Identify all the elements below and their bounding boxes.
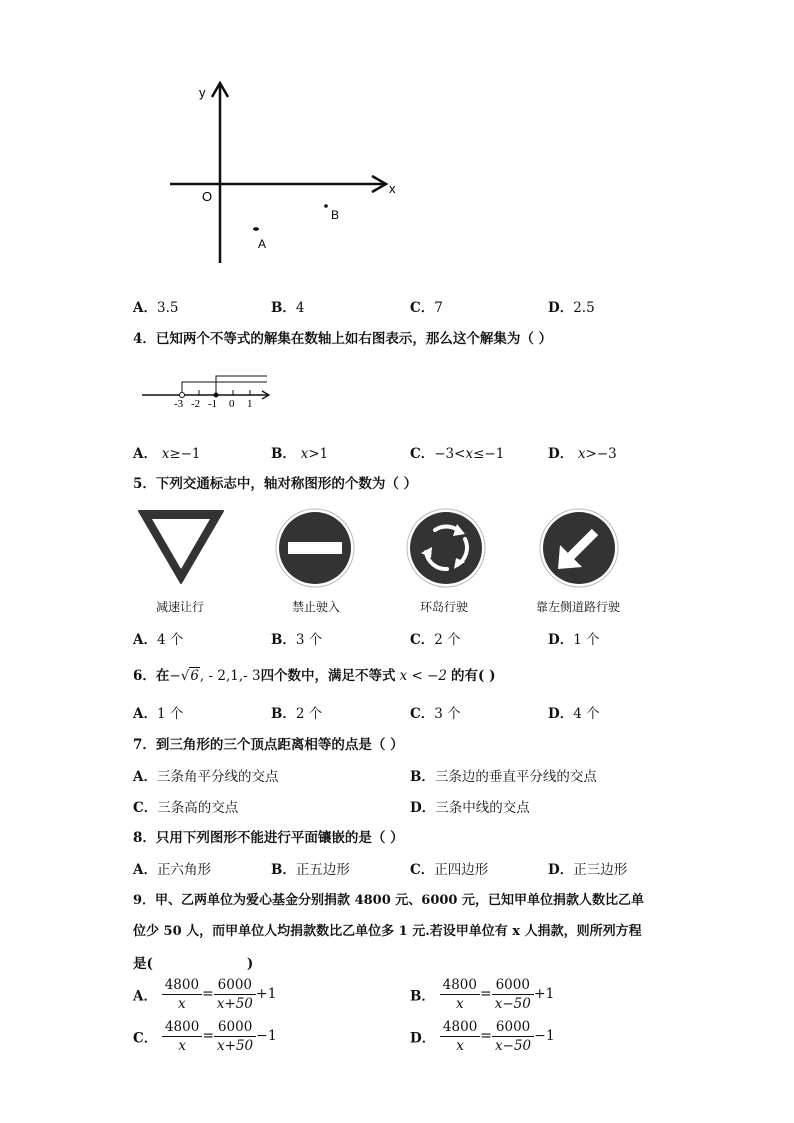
q4-option-a[interactable]: A． x≥−1 xyxy=(133,446,201,462)
q5-option-a[interactable]: A．4 个 xyxy=(133,632,184,648)
q9-option-b[interactable]: B． $\frac{4800}{x}$ = $\frac{6000}{x-50}$ +1 xyxy=(410,977,555,1012)
q3-option-c[interactable]: C．7 xyxy=(410,300,443,316)
q6-option-b[interactable]: B．2 个 xyxy=(271,706,323,722)
q6-text: 6．在−√6, - 2,1,- 3四个数中，满足不等式 x < −2 的有( ) xyxy=(133,668,496,684)
q7-option-a[interactable]: A．三条角平分线的交点 xyxy=(133,769,279,785)
x-axis-label: x xyxy=(389,181,396,196)
q9-line-2: 位少 50 人，而甲单位人均捐款数比乙单位多 1 元.若设甲单位有 x 人捐款，则所列方程 xyxy=(133,924,642,939)
q9-line-3: 是( ) xyxy=(133,956,254,972)
q9-option-c[interactable]: C． $\frac{4800}{x}$ = $\frac{6000}{x+50}$ −1 xyxy=(133,1019,277,1054)
q8-option-c[interactable]: C．正四边形 xyxy=(410,862,489,878)
q7-option-d[interactable]: D．三条中线的交点 xyxy=(410,800,530,816)
q8-option-d[interactable]: D．正三边形 xyxy=(548,862,628,878)
q7-option-c[interactable]: C．三条高的交点 xyxy=(133,800,239,816)
keep-left-sign xyxy=(538,507,620,589)
q6-option-d[interactable]: D．4 个 xyxy=(548,706,600,722)
q5-text: 5．下列交通标志中，轴对称图形的个数为（ ） xyxy=(133,476,418,492)
q7-option-b[interactable]: B．三条边的垂直平分线的交点 xyxy=(410,769,597,785)
q5-option-b[interactable]: B．3 个 xyxy=(271,632,323,648)
sign-label-keep-left: 靠左侧道路行驶 xyxy=(535,600,620,614)
point-b xyxy=(324,204,328,208)
q8-option-a[interactable]: A．正六角形 xyxy=(133,862,211,878)
q4-option-c[interactable]: C．−3<x≤−1 xyxy=(410,446,505,462)
number-line-figure xyxy=(140,370,275,410)
point-a-label: A xyxy=(258,237,267,251)
q6-option-c[interactable]: C．3 个 xyxy=(410,706,461,722)
q8-option-b[interactable]: B．正五边形 xyxy=(271,862,350,878)
point-a xyxy=(253,227,259,231)
q8-text: 8．只用下列图形不能进行平面镶嵌的是（ ） xyxy=(133,830,404,846)
q9-option-a[interactable]: A． $\frac{4800}{x}$ = $\frac{6000}{x+50}$ +1 xyxy=(133,977,277,1012)
no-entry-sign xyxy=(274,507,356,589)
q7-text: 7．到三角形的三个顶点距离相等的点是（ ） xyxy=(133,737,404,753)
q3-option-a[interactable]: A．3.5 xyxy=(133,300,179,316)
q3-option-d[interactable]: D．2.5 xyxy=(548,300,595,316)
q5-option-c[interactable]: C．2 个 xyxy=(410,632,461,648)
tick-label: -2 xyxy=(191,398,201,410)
tick-label: -1 xyxy=(208,398,218,410)
q4-option-b[interactable]: B． x>1 xyxy=(271,446,329,462)
q5-option-d[interactable]: D．1 个 xyxy=(548,632,600,648)
tick-label: 1 xyxy=(247,398,253,410)
yield-sign xyxy=(135,507,227,587)
sign-label-yield: 减速让行 xyxy=(155,600,204,614)
q9-line-1: 9．甲、乙两单位为爱心基金分别捐款 4800 元、6000 元，已知甲单位捐款人数比乙单 xyxy=(133,893,644,908)
tick-label: -3 xyxy=(174,398,184,410)
q3-option-b[interactable]: B．4 xyxy=(271,300,305,316)
coordinate-figure xyxy=(160,75,410,275)
sign-label-no-entry: 禁止驶入 xyxy=(291,600,340,614)
origin-label: O xyxy=(202,189,213,204)
sign-label-roundabout: 环岛行驶 xyxy=(419,600,468,614)
point-b-label: B xyxy=(331,208,340,222)
q6-option-a[interactable]: A．1 个 xyxy=(133,706,184,722)
roundabout-sign xyxy=(405,507,487,589)
y-axis-label: y xyxy=(199,85,206,100)
q9-option-d[interactable]: D． $\frac{4800}{x}$ = $\frac{6000}{x-50}$ −1 xyxy=(410,1019,555,1054)
tick-label: 0 xyxy=(229,398,235,410)
q4-text: 4．已知两个不等式的解集在数轴上如右图表示，那么这个解集为（ ） xyxy=(133,331,553,347)
q4-option-d[interactable]: D． x>−3 xyxy=(548,446,617,462)
